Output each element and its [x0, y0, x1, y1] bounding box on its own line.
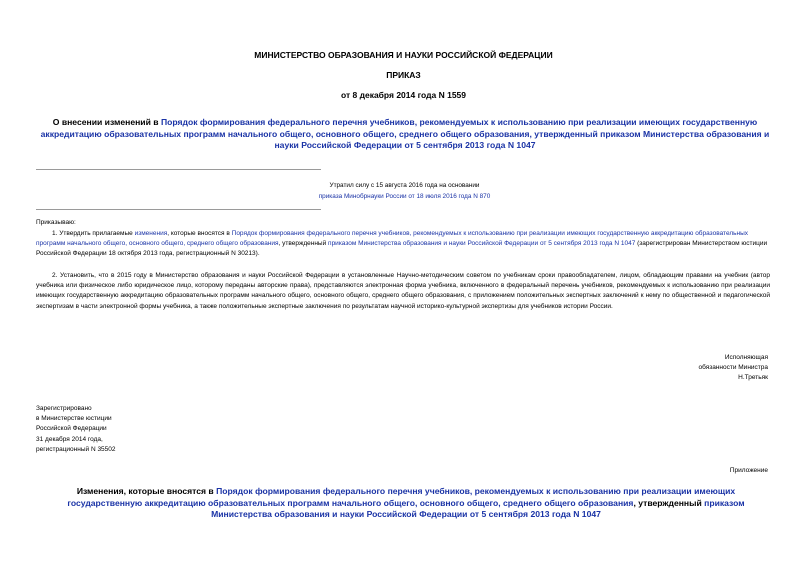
p1-text: , утвержденный [278, 240, 327, 248]
p1-text: (зарегистрирован Министерством юстиции Российской Федерации 18 октября 2013 года, регистрационный N 30213). [36, 240, 768, 258]
registration-line: Российской Федерации [36, 425, 107, 433]
appendix-link-order[interactable]: приказом Министерства образования и науки Российской Федерации от 5 сентября 2013 года N 1047 [211, 497, 745, 519]
appendix-text: , утвержденный [633, 497, 702, 508]
registration-block [36, 404, 256, 455]
registration-line: регистрационный N 35502 [36, 445, 116, 453]
lost-force-link[interactable]: приказа Минобрнауки России от 18 июля 2016 года N 870 [318, 193, 491, 200]
registration-line: 31 декабря 2014 года, [36, 435, 103, 443]
p1-text: , которые вносятся в [167, 230, 230, 237]
registration-line: Зарегистрировано [36, 405, 92, 412]
document-type: ПРИКАЗ [386, 70, 421, 80]
title-prefix: О внесении изменений в [52, 117, 159, 127]
divider [36, 209, 321, 210]
signature-block [620, 353, 768, 384]
lost-force-text: Утратил силу с 15 августа 2016 года на основании [329, 182, 480, 189]
order-intro: Приказываю: [36, 219, 76, 226]
p1-link-order[interactable]: приказом Министерства образования и науки Российской Федерации от 5 сентября 2013 года N 1047 [328, 240, 636, 248]
signature-line: Исполняющая [724, 354, 768, 361]
p1-link-procedure[interactable]: Порядок формирования федерального перечня учебников, рекомендуемых к использованию при реализации имеющих государственную аккредитацию образовательных программ начального общего, основного общего, среднего общего образования [36, 230, 749, 248]
appendix-prefix: Изменения, которые вносятся в [76, 486, 214, 496]
document-title [36, 117, 774, 152]
p1-link-changes[interactable]: изменения [134, 230, 168, 237]
ministry-heading: МИНИСТЕРСТВО ОБРАЗОВАНИЯ И НАУКИ РОССИЙСКОЙ ФЕДЕРАЦИИ [254, 50, 553, 60]
title-link[interactable]: Порядок формирования федерального перечня учебников, рекомендуемых к использованию при реализации имеющих государственную аккредитацию образовательных программ начального общего, основного общего, среднего общего образования, утвержденный приказом Министерства образования и науки Российской Федерации от 5 сентября 2013 года N 1047 [40, 117, 770, 150]
signature-line: обязанности Министра [698, 364, 768, 372]
appendix-link-procedure[interactable]: Порядок формирования федерального перечня учебников, рекомендуемых к использованию при реализации имеющих государственную аккредитацию образовательных программ начального общего, основного общего, среднего общего образования [67, 486, 736, 508]
p1-text: 1. Утвердить прилагаемые [52, 230, 133, 237]
appendix-title [46, 486, 766, 521]
signature-name: Н.Третьяк [738, 374, 768, 382]
paragraph-1 [36, 229, 770, 260]
divider [36, 169, 321, 170]
registration-line: в Министерстве юстиции [36, 415, 112, 423]
lost-force-notice [283, 180, 526, 202]
appendix-label: Приложение [729, 467, 768, 474]
paragraph-2: 2. Установить, что в 2015 году в Министерство образования и науки Российской Федерации в установленные Научно-методическим советом по учебникам сроки правообладателем, лицом, обладающим правами на учебник (автор учебника или физическое либо юридическое лицо, которому переданы авторские права), представляются электронная форма учебника, включенного в федеральный перечень учебников, рекомендуемых к использованию при реализации имеющих государственную аккредитацию образовательных программ начального общего, основного общего, среднего общего образования, с приложением положительных экспертных заключений к нему по общественной и педагогической экспертизам в части электронной формы учебника, а также положительные экспертные заключения по результатам научной историко-культурной экспертизы для учебников истории России. [36, 272, 770, 310]
document-date: от 8 декабря 2014 года N 1559 [340, 90, 467, 100]
